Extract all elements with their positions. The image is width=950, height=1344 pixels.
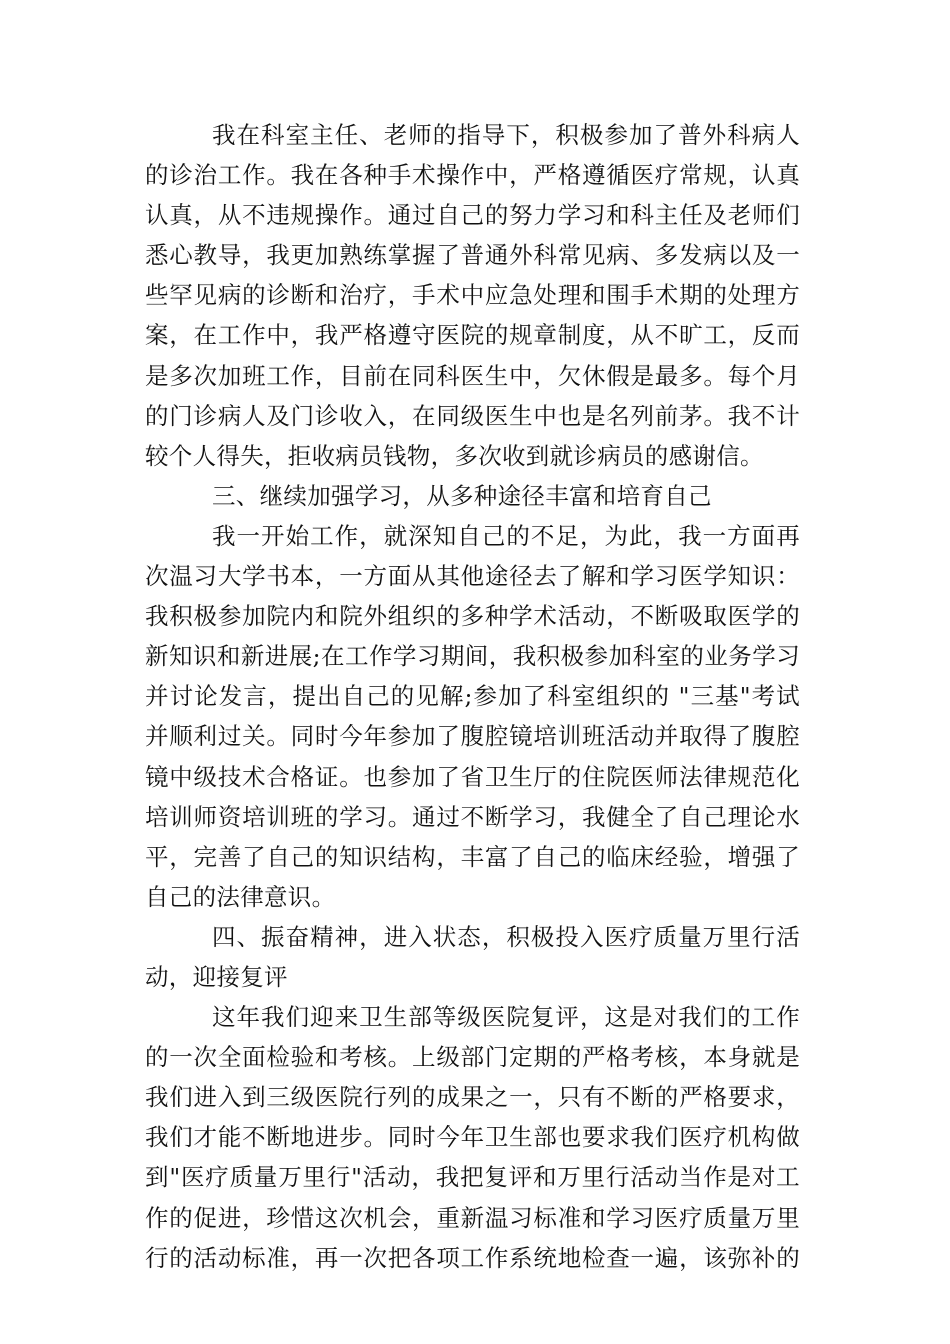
text-line: 并顺利过关。同时今年参加了腹腔镜培训班活动并取得了腹腔 <box>145 722 800 751</box>
text-line: 的门诊病人及门诊收入，在同级医生中也是名列前茅。我不计 <box>145 401 800 430</box>
text-line: 我们才能不断地进步。同时今年卫生部也要求我们医疗机构做 <box>145 1123 800 1152</box>
text-line: 作的促进，珍惜这次机会，重新温习标准和学习医疗质量万里 <box>145 1203 800 1232</box>
text-line: 悉心教导，我更加熟练掌握了普通外科常见病、多发病以及一 <box>145 241 800 270</box>
text-line: 我们进入到三级医院行列的成果之一，只有不断的严格要求， <box>145 1083 800 1112</box>
text-line: 是多次加班工作，目前在同科医生中，欠休假是最多。每个月 <box>145 361 800 390</box>
text-line: 我积极参加院内和院外组织的多种学术活动，不断吸取医学的 <box>145 602 800 631</box>
text-line: 些罕见病的诊断和治疗，手术中应急处理和围手术期的处理方 <box>145 281 800 310</box>
text-line: 较个人得失，拒收病员钱物，多次收到就诊病员的感谢信。 <box>145 441 764 470</box>
text-line: 案，在工作中，我严格遵守医院的规章制度，从不旷工，反而 <box>145 321 800 350</box>
text-line: 新知识和新进展;在工作学习期间，我积极参加科室的业务学习 <box>145 642 800 671</box>
paragraph-first-line: 三、继续加强学习，从多种途径丰富和培育自己 <box>212 481 712 510</box>
paragraph-first-line: 我一开始工作，就深知自己的不足，为此，我一方面再 <box>212 521 800 550</box>
text-line: 自己的法律意识。 <box>145 882 336 911</box>
text-line: 镜中级技术合格证。也参加了省卫生厅的住院医师法律规范化 <box>145 762 800 791</box>
text-line: 培训师资培训班的学习。通过不断学习，我健全了自己理论水 <box>145 802 800 831</box>
text-line: 次温习大学书本，一方面从其他途径去了解和学习医学知识： <box>145 562 800 591</box>
text-line: 并讨论发言，提出自己的见解;参加了科室组织的 "三基"考试 <box>145 682 800 711</box>
text-line: 动，迎接复评 <box>145 962 288 991</box>
paragraph-first-line: 我在科室主任、老师的指导下，积极参加了普外科病人 <box>212 121 800 149</box>
paragraph-first-line: 四、振奋精神，进入状态，积极投入医疗质量万里行活 <box>212 922 800 951</box>
document-body <box>145 115 800 1278</box>
paragraph-first-line: 这年我们迎来卫生部等级医院复评，这是对我们的工作 <box>212 1003 800 1032</box>
text-line: 的一次全面检验和考核。上级部门定期的严格考核，本身就是 <box>145 1043 800 1072</box>
text-line: 认真，从不违规操作。通过自己的努力学习和科主任及老师们 <box>145 201 800 230</box>
text-line: 平，完善了自己的知识结构，丰富了自己的临床经验，增强了 <box>145 842 800 871</box>
text-line: 的诊治工作。我在各种手术操作中，严格遵循医疗常规，认真 <box>145 161 800 190</box>
text-line: 到"医疗质量万里行"活动，我把复评和万里行活动当作是对工 <box>145 1163 800 1192</box>
text-line: 行的活动标准，再一次把各项工作系统地检查一遍，该弥补的 <box>145 1243 800 1272</box>
